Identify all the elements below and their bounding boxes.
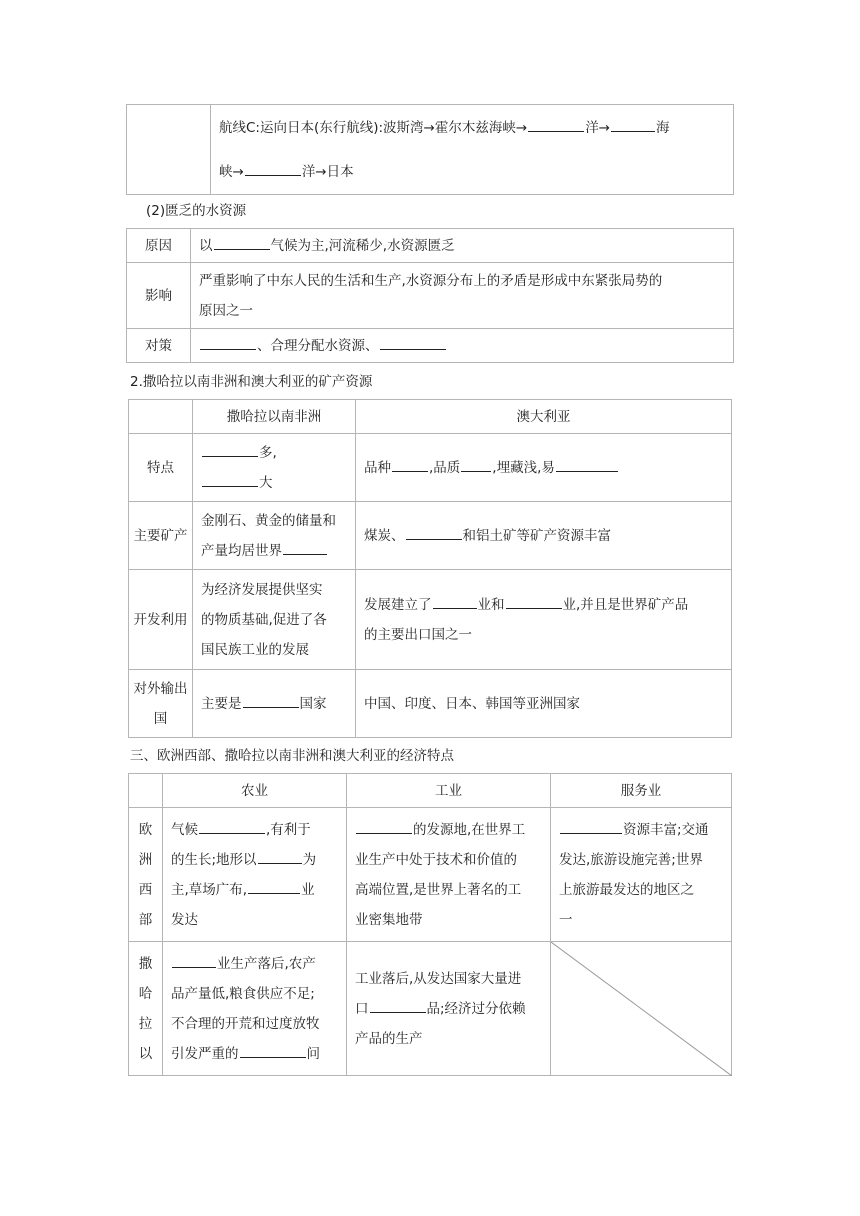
europe-ind-4: 业密集地带	[355, 911, 423, 928]
development-aus-2: 业和	[477, 596, 505, 613]
features-aus-1: 品种	[364, 459, 391, 476]
main-minerals-aus-pre: 煤炭、	[364, 527, 405, 544]
diagonal-line	[551, 942, 732, 1076]
main-minerals-aus-post: 和铝土矿等矿产资源丰富	[462, 527, 611, 544]
africa-agri-3: 不合理的开荒和过度放牧	[171, 1015, 320, 1032]
europe-industry-cell	[347, 808, 551, 942]
development-africa-1: 为经济发展提供坚实	[201, 581, 323, 598]
answer-blank[interactable]	[248, 879, 300, 894]
water-reason-label: 原因	[127, 229, 191, 263]
answer-blank[interactable]	[560, 819, 622, 834]
col-header-agriculture: 农业	[163, 774, 347, 808]
answer-blank[interactable]	[202, 472, 258, 487]
answer-blank[interactable]	[556, 457, 618, 472]
mineral-table	[128, 399, 732, 738]
development-australia-cell	[356, 570, 732, 670]
features-africa-a: 多,	[259, 444, 277, 461]
europe-agri-3: 的生长;地形以	[171, 851, 257, 868]
answer-blank[interactable]	[461, 457, 491, 472]
europe-ind-1: 的发源地,在世界工	[413, 821, 526, 838]
europe-svc-3: 上旅游最发达的地区之	[559, 881, 694, 898]
answer-blank[interactable]	[283, 540, 327, 555]
water-impact-label: 影响	[127, 263, 191, 329]
row-label-export-1: 对外输出	[133, 680, 188, 697]
europe-agri-2: ,有利于	[266, 821, 311, 838]
europe-service-cell	[551, 808, 732, 942]
main-minerals-africa-1: 金刚石、黄金的储量和	[201, 512, 336, 529]
europe-svc-1: 资源丰富;交通	[623, 821, 709, 838]
route-c-text-2: 洋→	[585, 119, 610, 136]
europe-agri-7: 发达	[171, 911, 198, 928]
development-aus-line2: 的主要出口国之一	[364, 626, 472, 643]
europe-agri-6: 业	[301, 881, 315, 898]
row-label-main-minerals: 主要矿产	[129, 502, 193, 570]
europe-agri-4: 为	[302, 851, 317, 868]
export-australia-cell: 中国、印度、日本、韩国等亚洲国家	[356, 670, 732, 738]
features-africa-b: 大	[259, 474, 273, 491]
europe-agri-5: 主,草场广布,	[171, 881, 248, 898]
route-c-text-5: 洋→日本	[301, 163, 354, 180]
answer-blank[interactable]	[506, 594, 562, 609]
route-table	[126, 104, 734, 195]
water-measure-cell	[191, 329, 734, 363]
export-africa-cell	[193, 670, 356, 738]
africa-industry-cell	[347, 942, 551, 1076]
africa-agri-5: 问	[306, 1045, 320, 1062]
answer-blank[interactable]	[258, 849, 302, 864]
africa-agri-4: 引发严重的	[171, 1045, 239, 1062]
row-label-char: 洲	[138, 851, 153, 868]
development-aus-1: 发展建立了	[364, 596, 432, 613]
africa-agriculture-cell	[163, 942, 347, 1076]
water-measure-label: 对策	[127, 329, 191, 363]
row-label-development: 开发利用	[129, 570, 193, 670]
water-reason-cell	[191, 229, 734, 263]
economy-table	[128, 773, 732, 1076]
africa-ind-2: 口	[355, 1000, 369, 1017]
development-africa-3: 国民族工业的发展	[201, 641, 309, 658]
route-c-cell	[211, 105, 734, 195]
row-label-export-2: 国	[153, 710, 168, 727]
answer-blank[interactable]	[214, 235, 270, 250]
answer-blank[interactable]	[172, 953, 216, 968]
col-header-africa: 撒哈拉以南非洲	[193, 400, 356, 434]
row-label-africa	[129, 942, 163, 1076]
row-label-char: 以	[138, 1045, 153, 1062]
features-australia-cell	[356, 434, 732, 502]
africa-agri-1: 业生产落后,农产	[217, 955, 316, 972]
answer-blank[interactable]	[611, 117, 655, 132]
answer-blank[interactable]	[406, 525, 462, 540]
economy-corner-cell	[129, 774, 163, 808]
row-label-export	[129, 670, 193, 738]
water-reason-pre: 以	[199, 237, 213, 254]
col-header-australia: 澳大利亚	[356, 400, 732, 434]
route-c-text-3: 海	[656, 119, 670, 136]
answer-blank[interactable]	[356, 819, 412, 834]
africa-ind-3: 品;经济过分依赖	[426, 1000, 526, 1017]
row-label-features: 特点	[129, 434, 193, 502]
development-aus-3: 业,并且是世界矿产品	[562, 596, 689, 613]
row-label-char: 撒	[138, 955, 153, 972]
africa-ind-1: 工业落后,从发达国家大量进	[355, 970, 522, 987]
europe-agriculture-cell	[163, 808, 347, 942]
answer-blank[interactable]	[370, 998, 426, 1013]
row-label-europe	[129, 808, 163, 942]
mineral-corner-cell	[129, 400, 193, 434]
main-minerals-africa-2: 产量均居世界	[201, 542, 282, 559]
africa-service-cell-empty	[551, 942, 732, 1076]
answer-blank[interactable]	[200, 335, 256, 350]
answer-blank[interactable]	[202, 442, 258, 457]
water-impact-cell	[191, 263, 734, 329]
row-label-char: 欧	[138, 821, 153, 838]
route-c-text-4: 峡→	[219, 163, 244, 180]
features-aus-2: ,品质	[429, 459, 461, 476]
answer-blank[interactable]	[433, 594, 477, 609]
col-header-industry: 工业	[347, 774, 551, 808]
europe-ind-3: 高端位置,是世界上著名的工	[355, 881, 522, 898]
answer-blank[interactable]	[392, 457, 428, 472]
europe-ind-2: 业生产中处于技术和价值的	[355, 851, 517, 868]
europe-svc-2: 发达,旅游设施完善;世界	[559, 851, 703, 868]
answer-blank[interactable]	[199, 819, 265, 834]
water-table	[126, 228, 734, 363]
export-africa-post: 国家	[299, 695, 327, 712]
development-africa-2: 的物质基础,促进了各	[201, 611, 327, 628]
europe-svc-4: 一	[559, 911, 573, 928]
route-table-empty-cell	[127, 105, 211, 195]
answer-blank[interactable]	[528, 117, 584, 132]
row-label-char: 拉	[138, 1015, 153, 1032]
answer-blank[interactable]	[245, 161, 301, 176]
col-header-service: 服务业	[551, 774, 732, 808]
water-measure-mid: 、合理分配水资源、	[257, 337, 379, 354]
row-label-char: 哈	[138, 985, 153, 1002]
features-aus-3: ,埋藏浅,易	[492, 459, 555, 476]
export-africa-pre: 主要是	[201, 695, 242, 712]
row-label-char: 西	[138, 881, 153, 898]
economy-heading: 三、欧洲西部、撒哈拉以南非洲和澳大利亚的经济特点	[130, 748, 454, 764]
water-reason-post: 气候为主,河流稀少,水资源匮乏	[270, 237, 455, 254]
features-africa-cell	[193, 434, 356, 502]
row-label-char: 部	[138, 911, 153, 928]
mineral-heading: 2.撒哈拉以南非洲和澳大利亚的矿产资源	[130, 374, 373, 390]
route-c-text-1: 航线C:运向日本(东行航线):波斯湾→霍尔木兹海峡→	[219, 119, 528, 136]
answer-blank[interactable]	[243, 693, 299, 708]
water-impact-line2: 原因之一	[199, 302, 253, 319]
development-africa-cell	[193, 570, 356, 670]
africa-ind-4: 产品的生产	[355, 1030, 423, 1047]
answer-blank[interactable]	[380, 335, 446, 350]
main-minerals-africa-cell	[193, 502, 356, 570]
answer-blank[interactable]	[240, 1043, 306, 1058]
water-heading: (2)匮乏的水资源	[146, 203, 247, 219]
main-minerals-australia-cell	[356, 502, 732, 570]
europe-agri-1: 气候	[171, 821, 198, 838]
africa-agri-2: 品产量低,粮食供应不足;	[171, 985, 315, 1002]
water-impact-line1: 严重影响了中东人民的生活和生产,水资源分布上的矛盾是形成中东紧张局势的	[199, 272, 663, 289]
